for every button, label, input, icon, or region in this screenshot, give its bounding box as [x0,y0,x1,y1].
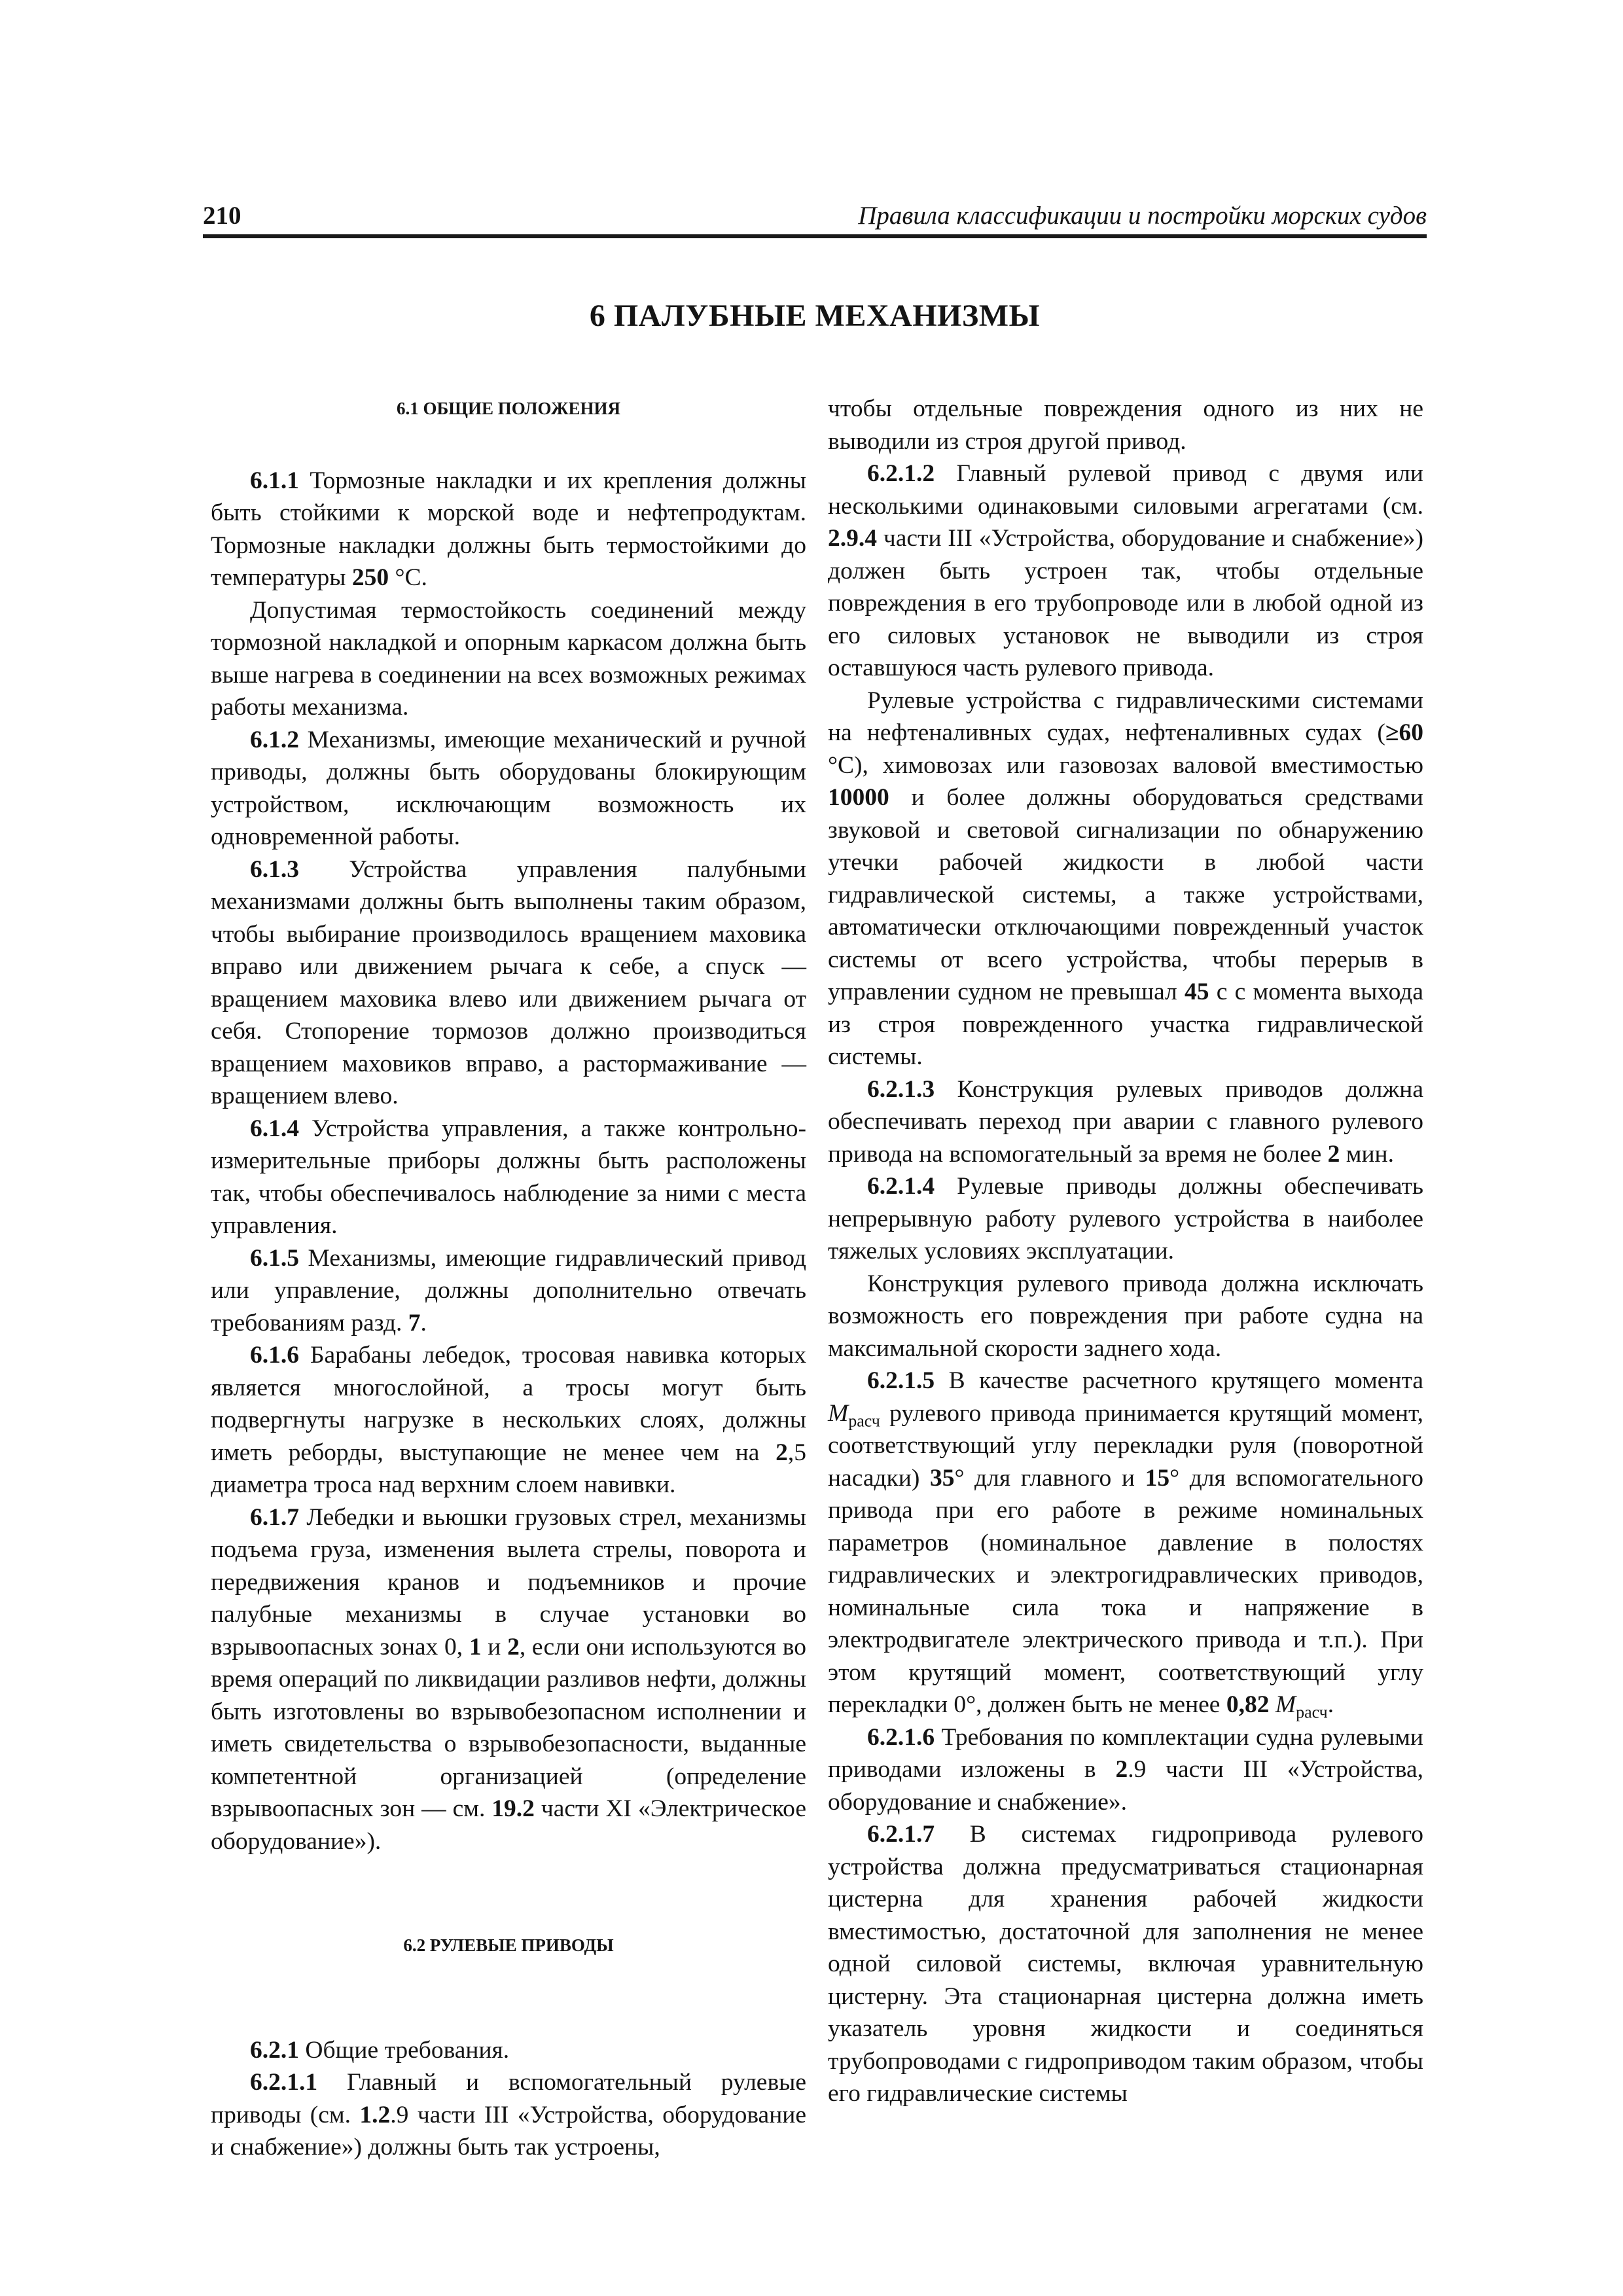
paragraph-6-1-1 [211,465,806,594]
paragraph-text: Лебедки и вьюшки грузовых стрел, механизмы подъема груза, изменения вылета стрелы, поворота и передвижения кранов и подъемников и прочие палубные механизмы в случае установки во взрывоопасных зонах 0, [211,1503,806,1660]
section-reference: 7 [408,1309,421,1336]
moment-symbol: M [828,1399,849,1427]
section-heading-6-2: 6.2 РУЛЕВЫЕ ПРИВОДЫ [403,1935,614,1955]
paragraph-6-2-1-5 [828,1365,1423,1721]
clause-number: 6.1.2 [250,726,299,753]
paragraph-text: ° для главного и [954,1464,1145,1492]
section-reference: 2.9.4 [828,525,877,552]
paragraph-text: В качестве расчетного крутящего момента [935,1367,1423,1394]
paragraph-text: Устройства управления палубными механизмами должны быть выполнены таким образом, чтобы выбирание производилось вращением маховика вправо или движением рычага к себе, а спуск — вращением маховика влево или движением рычага от себя. Стопорение тормозов должно производиться вращением маховиков вправо, а растормаживание — вращением влево. [211,855,806,1109]
paragraph-6-1-7 [211,1501,806,1858]
diameter-value: 2 [776,1439,788,1466]
paragraph-6-2-1-2-b [828,685,1423,1073]
clause-number: 6.2.1.3 [867,1075,935,1103]
paragraph-text: Главный рулевой привод с двумя или несколькими одинаковыми силовыми агрегатами (см. [828,460,1423,520]
clause-number: 6.2.1.2 [867,460,935,487]
page-header [203,194,1427,238]
clause-number: 6.2.1.6 [867,1723,935,1751]
paragraph-text: В системах гидропривода рулевого устройства должна предусматриваться стационарная цистерна для хранения рабочей жидкости вместимостью, достаточной для заполнения не менее одной силовой системы, включая уравнительную цистерну. Эта стационарная цистерна должна иметь указатель уровня жидкости и соединяться трубопроводами с гидроприводом таким образом, чтобы его гидравлические системы [828,1821,1423,2107]
paragraph-text: °C. [389,564,427,591]
paragraph-text: рулевого привода принимается крутящий момент, соответствующий углу перекладки руля (поворотной насадки) [828,1399,1423,1492]
clause-number: 6.2.1 [250,2036,299,2064]
paragraph-text: Главный и вспомогательный рулевые приводы (см. [211,2069,806,2128]
zone-number: 1 [469,1633,482,1660]
moment-symbol: M [1275,1691,1296,1718]
paragraph-text: , если они используются во время операций по ликвидации разливов нефти, должны быть изготовлены во взрывобезопасном исполнении и иметь свидетельства о взрывобезопасности, выданные компетентной организацией (определение взрывоопасных зон — см. [211,1633,807,1822]
section-reference: 19.2 [491,1795,535,1822]
clause-number: 6.2.1.1 [250,2069,318,2096]
clause-number: 6.1.5 [250,1244,299,1272]
section-reference: 2 [1115,1756,1128,1783]
angle-value: 15 [1145,1464,1170,1492]
paragraph-text: части XI «Электрическое оборудование»). [211,1795,806,1855]
clause-number: 6.1.4 [250,1115,299,1142]
paragraph-text: Механизмы, имеющие механический и ручной приводы, должны быть оборудованы блокирующим устройством, исключающим возможность их одновременной работы. [211,726,806,850]
paragraph-text: Механизмы, имеющие гидравлический привод или управление, должны дополнительно отвечать требованиям разд. [211,1244,806,1336]
paragraph-text: Общие требования. [299,2036,510,2064]
paragraph-text: Рулевые приводы должны обеспечивать непрерывную работу рулевого устройства в наиболее тяжелых условиях эксплуатации. [828,1173,1423,1265]
paragraph-text: ,5 диаметра троса над верхним слоем навивки. [211,1439,806,1498]
time-value: 2 [1327,1140,1340,1168]
paragraph-6-2-1-4 [828,1170,1423,1268]
moment-subscript: расч [1296,1702,1328,1722]
paragraph-text: части III «Устройства, оборудование и снабжение») должен быть устроен так, чтобы отдельные повреждения в его трубопроводе или в любой одной из его силовых установок не выводили из строя оставшуюся часть рулевого привода. [828,525,1423,681]
paragraph-text: с с момента выхода из строя поврежденного участка гидравлической системы. [828,978,1423,1070]
paragraph-text: и [481,1633,508,1660]
paragraph-6-1-2 [211,724,806,853]
moment-subscript: расч [848,1411,880,1430]
paragraph-text [1269,1691,1275,1718]
page-number: 210 [203,202,241,230]
angle-value: 35 [929,1464,955,1492]
running-title: Правила классификации и постройки морских судов [858,202,1427,230]
paragraph-6-2-1-1 [211,2066,806,2164]
clause-number: 6.1.1 [250,467,299,494]
paragraph-text: Рулевые устройства с гидравлическими системами на нефтеналивных судах, нефтеналивных судах ( [828,687,1423,746]
temperature-value: 250 [351,564,389,591]
paragraph-6-2-1-7 [828,1818,1423,2110]
paragraph-6-2-1-3 [828,1073,1423,1171]
clause-number: 6.2.1.5 [867,1367,935,1394]
paragraph-6-1-6 [211,1339,806,1501]
paragraph-text: и более должны оборудоваться средствами звуковой и световой сигнализации по обнаружению утечки рабочей жидкости в любой части гидравлической системы, а также устройствами, автоматически отключающими поврежденный участок системы от всего устройства, чтобы перерыв в управлении судном не превышал [828,784,1423,1005]
right-column [828,393,1423,2110]
temperature-value: ≥60 [1385,719,1423,746]
coefficient-value: 0,82 [1226,1691,1270,1718]
zone-number: 2 [507,1633,520,1660]
paragraph-text: Устройства управления, а также контрольно-измерительные приборы должны быть расположены так, чтобы обеспечивалось наблюдение за ними с места управления. [211,1115,806,1239]
paragraph-6-2-1 [211,2034,806,2067]
paragraph-text: Конструкция рулевых приводов должна обеспечивать переход при аварии с главного рулевого привода на вспомогательный за время не более [828,1075,1423,1168]
paragraph-6-2-1-4-b: Конструкция рулевого привода должна исключать возможность его повреждения при работе судна на максимальной скорости заднего хода. [828,1270,1423,1362]
paragraph-6-2-1-6 [828,1721,1423,1819]
paragraph-text: мин. [1340,1140,1394,1168]
paragraph-6-1-4 [211,1113,806,1242]
left-column [211,393,806,2164]
paragraph-text: °C), химовозах или газовозах валовой вместимостью [828,751,1423,779]
paragraph-text: .9 части III «Устройства, оборудование и снабжение») должны быть так устроены, [211,2101,806,2161]
clause-number: 6.1.3 [250,855,299,883]
time-value: 45 [1184,978,1209,1005]
paragraph-6-1-3 [211,853,806,1113]
clause-number: 6.1.6 [250,1342,299,1369]
paragraph-6-1-5 [211,1242,806,1340]
clause-number: 6.1.7 [250,1503,299,1531]
paragraph-text: Тормозные накладки и их крепления должны быть стойкими к морской воде и нефтепродуктам. Тормозные накладки должны быть термостойкими до температуры [211,467,806,591]
section-reference: 1.2 [359,2101,391,2128]
clause-number: 6.2.1.7 [867,1821,935,1848]
clause-number: 6.2.1.4 [867,1173,935,1200]
capacity-value: 10000 [828,784,889,811]
paragraph-text: Барабаны лебедок, тросовая навивка которых является многослойной, а тросы могут быть подвергнуты нагрузке в нескольких слоях, должны иметь реборды, выступающие не менее чем на [211,1342,806,1466]
paragraph-text: ° для вспомогательного привода при его работе в режиме номинальных параметров (номинальное давление в полостях гидравлических и электрогидравлических приводов, номинальные сила тока и напряжение в электродвигателе электрического привода и т.п.). При этом крутящий момент, соответствующий углу перекладки 0°, должен быть не менее [828,1464,1423,1718]
paragraph-text: Требования по комплектации судна рулевыми приводами изложены в [828,1723,1423,1783]
paragraph-continuation: чтобы отдельные повреждения одного из них не выводили из строя другой привод. [828,395,1423,455]
paragraph-text: . [1327,1691,1334,1718]
chapter-title: 6 ПАЛУБНЫЕ МЕХАНИЗМЫ [589,298,1041,333]
paragraph-6-1-1-b: Допустимая термостойкость соединений между тормозной накладкой и опорным каркасом должна быть выше нагрева в соединении на всех возможных режимах работы механизма. [211,596,806,721]
paragraph-6-2-1-2 [828,457,1423,685]
section-heading-6-1: 6.1 ОБЩИЕ ПОЛОЖЕНИЯ [396,399,621,418]
paragraph-text: . [420,1309,427,1336]
paragraph-text: .9 части III «Устройства, оборудование и снабжение». [828,1756,1423,1816]
